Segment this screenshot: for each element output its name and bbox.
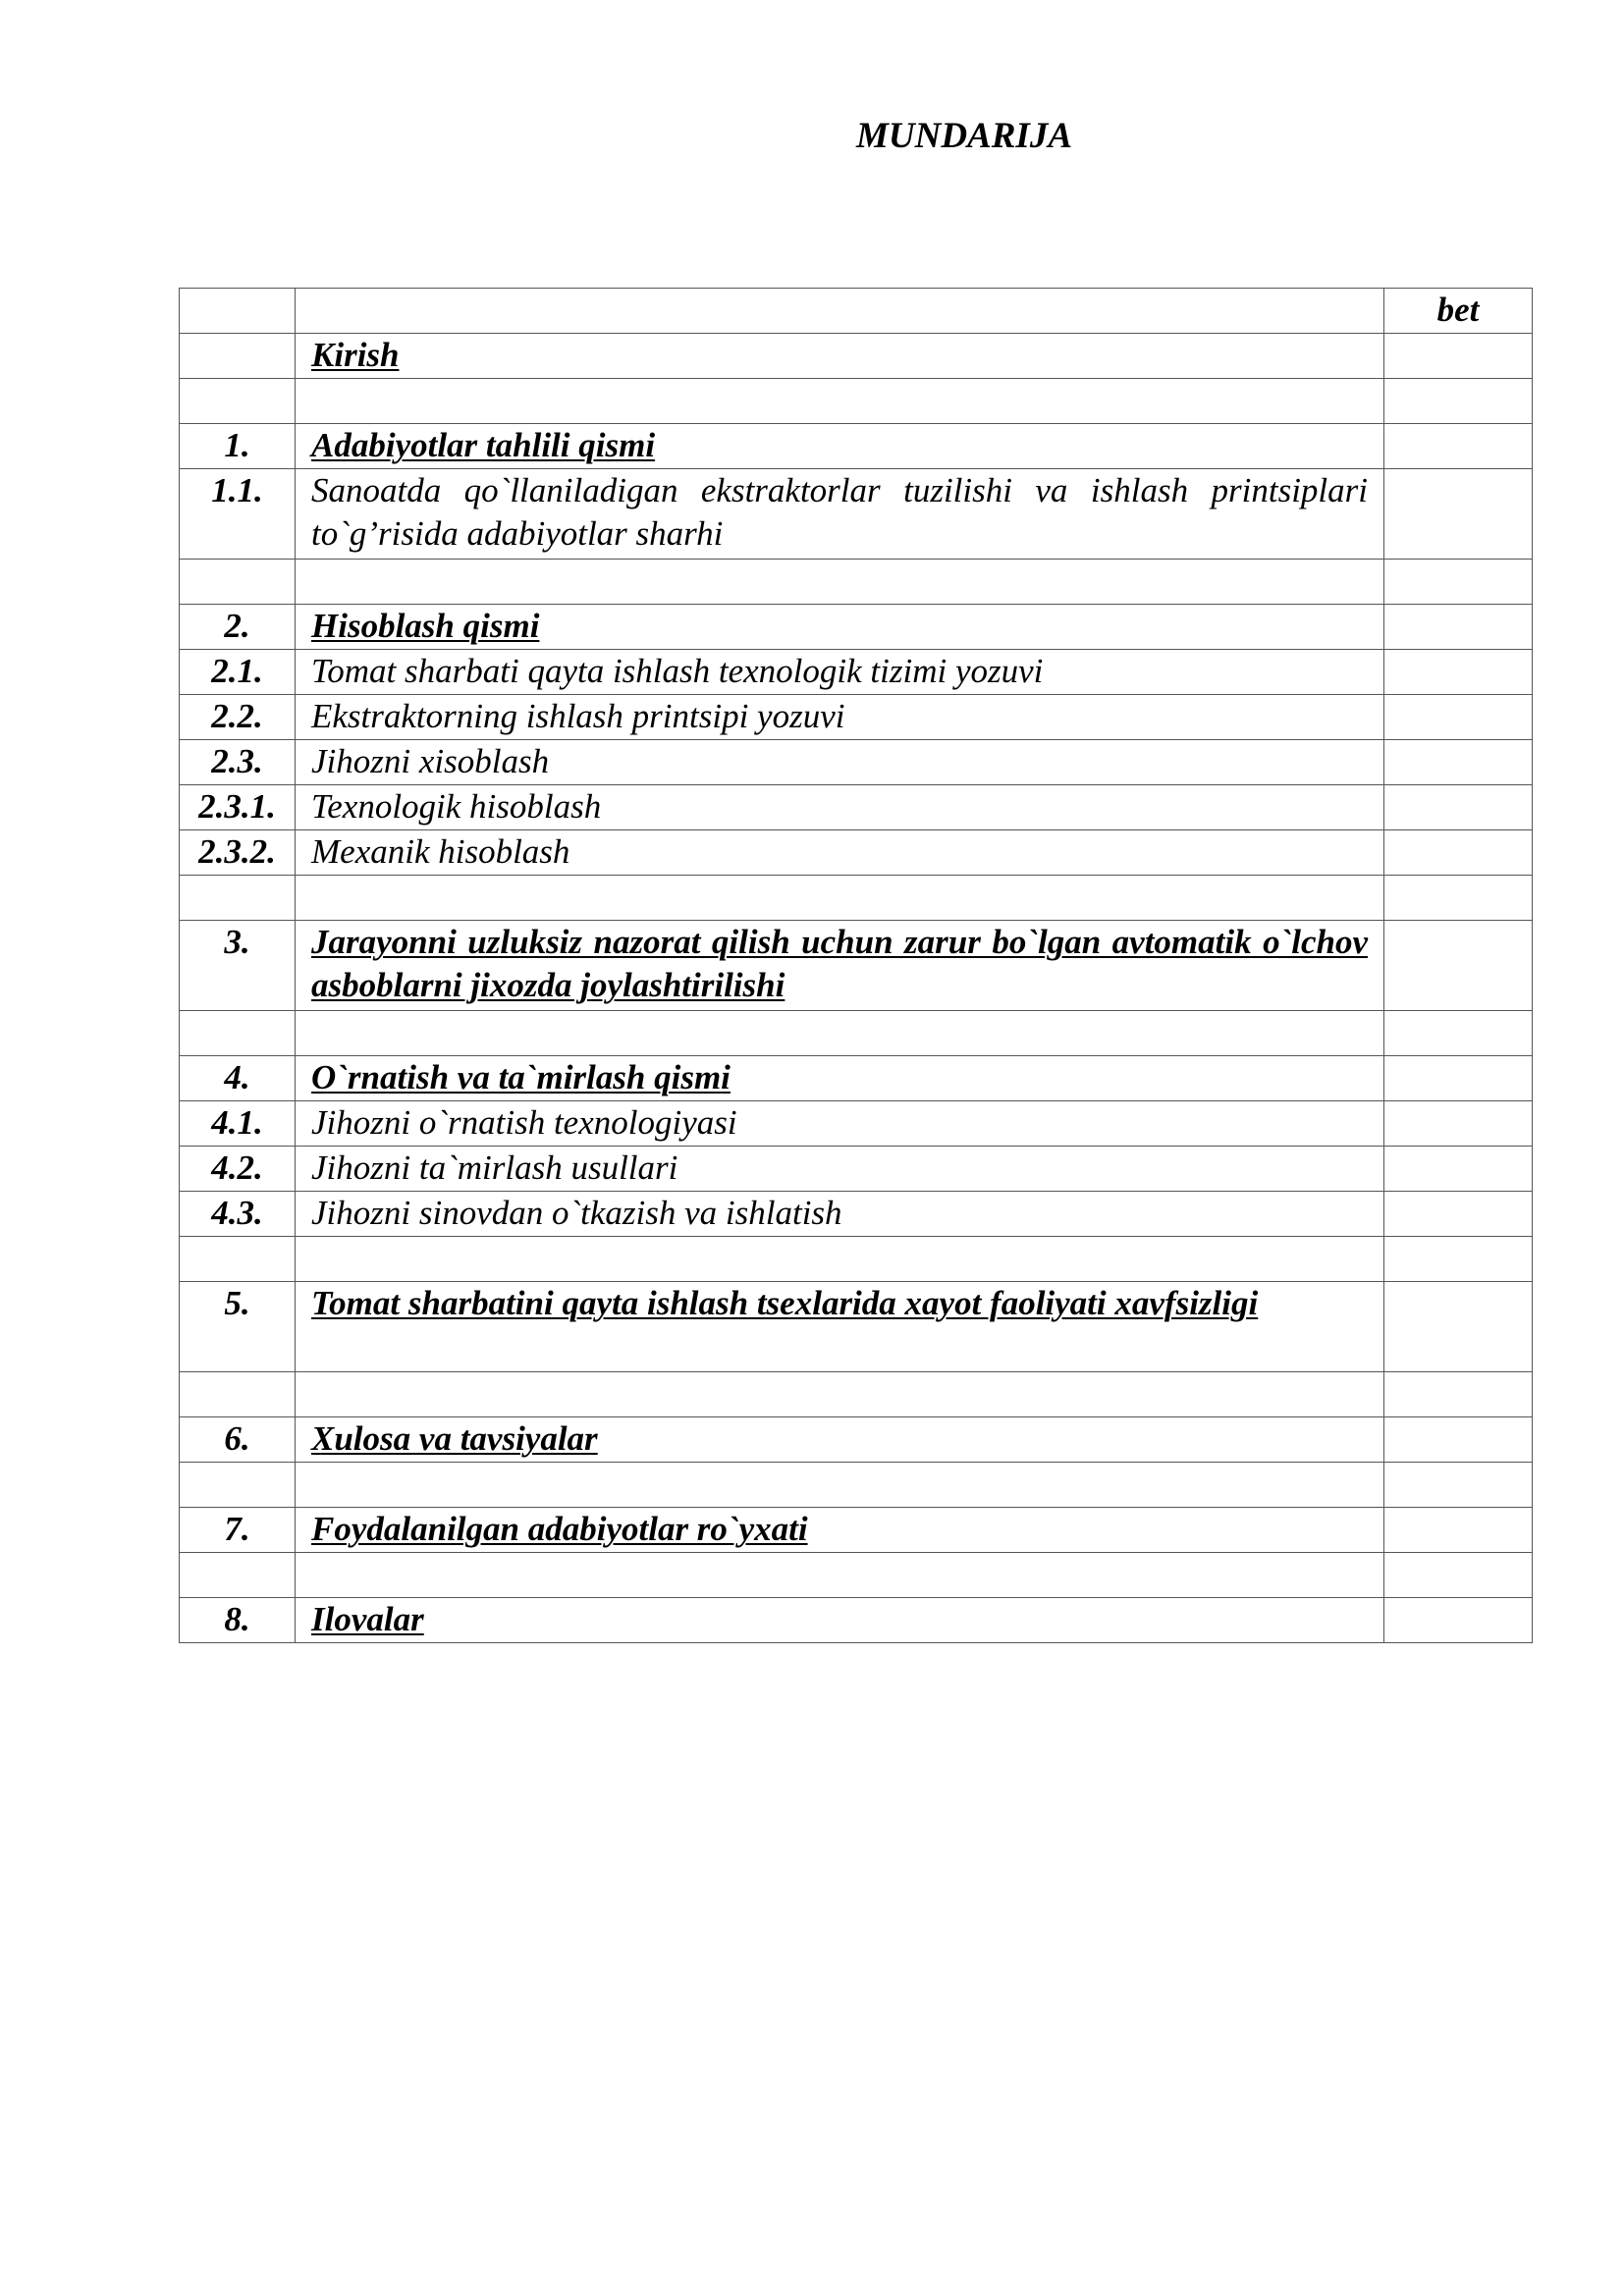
- toc-section-heading: Jarayonni uzluksiz nazorat qilish uchun zarur bo`lgan avtomatik o`lchov asboblarni jixozda joylashtirilishi: [296, 921, 1384, 1011]
- toc-page-cell: [1384, 830, 1533, 876]
- toc-page-cell: [1384, 1237, 1533, 1282]
- toc-row: [180, 1417, 1533, 1463]
- toc-row: [180, 1372, 1533, 1417]
- toc-entry-text: Texnologik hisoblash: [296, 785, 1384, 830]
- toc-number-cell: 4.: [180, 1056, 296, 1101]
- toc-row: [180, 695, 1533, 740]
- toc-number-cell: [180, 1011, 296, 1056]
- toc-number-cell: [180, 379, 296, 424]
- toc-row: [180, 1282, 1533, 1372]
- toc-number-cell: [180, 1553, 296, 1598]
- toc-section-heading: Foydalanilgan adabiyotlar ro`yxati: [296, 1508, 1384, 1553]
- toc-row: [180, 560, 1533, 605]
- toc-page-cell: [1384, 560, 1533, 605]
- toc-entry-text: Jihozni xisoblash: [296, 740, 1384, 785]
- table-of-contents: [179, 288, 1533, 1643]
- toc-number-cell: 5.: [180, 1282, 296, 1372]
- toc-number-cell: [180, 1237, 296, 1282]
- toc-page-cell: [1384, 650, 1533, 695]
- toc-page-cell: [1384, 334, 1533, 379]
- toc-page-cell: [1384, 1056, 1533, 1101]
- toc-entry-text: [296, 1553, 1384, 1598]
- toc-row: [180, 1147, 1533, 1192]
- toc-page-cell: [1384, 1011, 1533, 1056]
- toc-entry-text: [296, 1237, 1384, 1282]
- page-column-header: bet: [1384, 289, 1533, 334]
- toc-entry-text: Jihozni ta`mirlash usullari: [296, 1147, 1384, 1192]
- toc-number-cell: 7.: [180, 1508, 296, 1553]
- toc-page-cell: [1384, 740, 1533, 785]
- toc-number-cell: 2.3.1.: [180, 785, 296, 830]
- toc-entry-text: [296, 1011, 1384, 1056]
- toc-page-cell: [1384, 469, 1533, 560]
- toc-row: [180, 1508, 1533, 1553]
- toc-page-cell: [1384, 876, 1533, 921]
- toc-body: [180, 289, 1533, 1643]
- toc-number-cell: [180, 289, 296, 334]
- page-title: MUNDARIJA: [856, 116, 1072, 156]
- toc-page-cell: [1384, 785, 1533, 830]
- toc-row: [180, 1237, 1533, 1282]
- toc-page-cell: [1384, 695, 1533, 740]
- toc-page-cell: [1384, 1553, 1533, 1598]
- toc-entry-text: [296, 560, 1384, 605]
- toc-entry-text: Sanoatda qo`llaniladigan ekstraktorlar tuzilishi va ishlash printsiplari to`g’risida adabiyotlar sharhi: [296, 469, 1384, 560]
- toc-entry-text: Jihozni sinovdan o`tkazish va ishlatish: [296, 1192, 1384, 1237]
- toc-row: [180, 1192, 1533, 1237]
- toc-row: [180, 921, 1533, 1011]
- toc-entry-text: [296, 1463, 1384, 1508]
- toc-number-cell: 6.: [180, 1417, 296, 1463]
- toc-row: [180, 424, 1533, 469]
- toc-row: [180, 379, 1533, 424]
- toc-page-cell: [1384, 605, 1533, 650]
- toc-page-cell: [1384, 1101, 1533, 1147]
- toc-number-cell: 4.2.: [180, 1147, 296, 1192]
- toc-section-heading: Ilovalar: [296, 1598, 1384, 1643]
- toc-row: [180, 1463, 1533, 1508]
- toc-row: [180, 830, 1533, 876]
- toc-number-cell: [180, 1372, 296, 1417]
- toc-number-cell: 2.: [180, 605, 296, 650]
- toc-number-cell: 4.3.: [180, 1192, 296, 1237]
- toc-page-cell: [1384, 1147, 1533, 1192]
- toc-page-cell: [1384, 1417, 1533, 1463]
- toc-number-cell: 1.: [180, 424, 296, 469]
- toc-row: [180, 1011, 1533, 1056]
- toc-number-cell: [180, 1463, 296, 1508]
- toc-page-cell: [1384, 1372, 1533, 1417]
- toc-section-heading: Adabiyotlar tahlili qismi: [296, 424, 1384, 469]
- toc-row: [180, 1553, 1533, 1598]
- toc-row: [180, 785, 1533, 830]
- toc-page-cell: [1384, 1463, 1533, 1508]
- toc-number-cell: 4.1.: [180, 1101, 296, 1147]
- toc-row: [180, 605, 1533, 650]
- toc-row: [180, 469, 1533, 560]
- toc-section-heading: Xulosa va tavsiyalar: [296, 1417, 1384, 1463]
- toc-section-heading: Kirish: [296, 334, 1384, 379]
- toc-page-cell: [1384, 424, 1533, 469]
- toc-number-cell: [180, 560, 296, 605]
- toc-page-cell: [1384, 379, 1533, 424]
- toc-number-cell: 8.: [180, 1598, 296, 1643]
- toc-number-cell: [180, 876, 296, 921]
- toc-header-row: [180, 289, 1533, 334]
- toc-text-cell: [296, 289, 1384, 334]
- toc-entry-text: [296, 379, 1384, 424]
- toc-number-cell: 2.2.: [180, 695, 296, 740]
- toc-row: [180, 334, 1533, 379]
- toc-row: [180, 1056, 1533, 1101]
- toc-page-cell: [1384, 1598, 1533, 1643]
- toc-row: [180, 876, 1533, 921]
- toc-page-cell: [1384, 1192, 1533, 1237]
- toc-entry-text: [296, 876, 1384, 921]
- toc-page-cell: [1384, 921, 1533, 1011]
- toc-section-heading: Tomat sharbatini qayta ishlash tsexlarida xayot faoliyati xavfsizligi: [296, 1282, 1384, 1372]
- toc-entry-text: Tomat sharbati qayta ishlash texnologik tizimi yozuvi: [296, 650, 1384, 695]
- toc-entry-text: Mexanik hisoblash: [296, 830, 1384, 876]
- toc-page-cell: [1384, 1508, 1533, 1553]
- toc-row: [180, 650, 1533, 695]
- toc-number-cell: [180, 334, 296, 379]
- toc-number-cell: 2.1.: [180, 650, 296, 695]
- toc-page-cell: [1384, 1282, 1533, 1372]
- toc-number-cell: 1.1.: [180, 469, 296, 560]
- toc-row: [180, 1598, 1533, 1643]
- toc-number-cell: 2.3.2.: [180, 830, 296, 876]
- toc-entry-text: Jihozni o`rnatish texnologiyasi: [296, 1101, 1384, 1147]
- toc-number-cell: 2.3.: [180, 740, 296, 785]
- toc-entry-text: Ekstraktorning ishlash printsipi yozuvi: [296, 695, 1384, 740]
- toc-row: [180, 740, 1533, 785]
- toc-section-heading: Hisoblash qismi: [296, 605, 1384, 650]
- toc-section-heading: O`rnatish va ta`mirlash qismi: [296, 1056, 1384, 1101]
- toc-entry-text: [296, 1372, 1384, 1417]
- toc-number-cell: 3.: [180, 921, 296, 1011]
- toc-row: [180, 1101, 1533, 1147]
